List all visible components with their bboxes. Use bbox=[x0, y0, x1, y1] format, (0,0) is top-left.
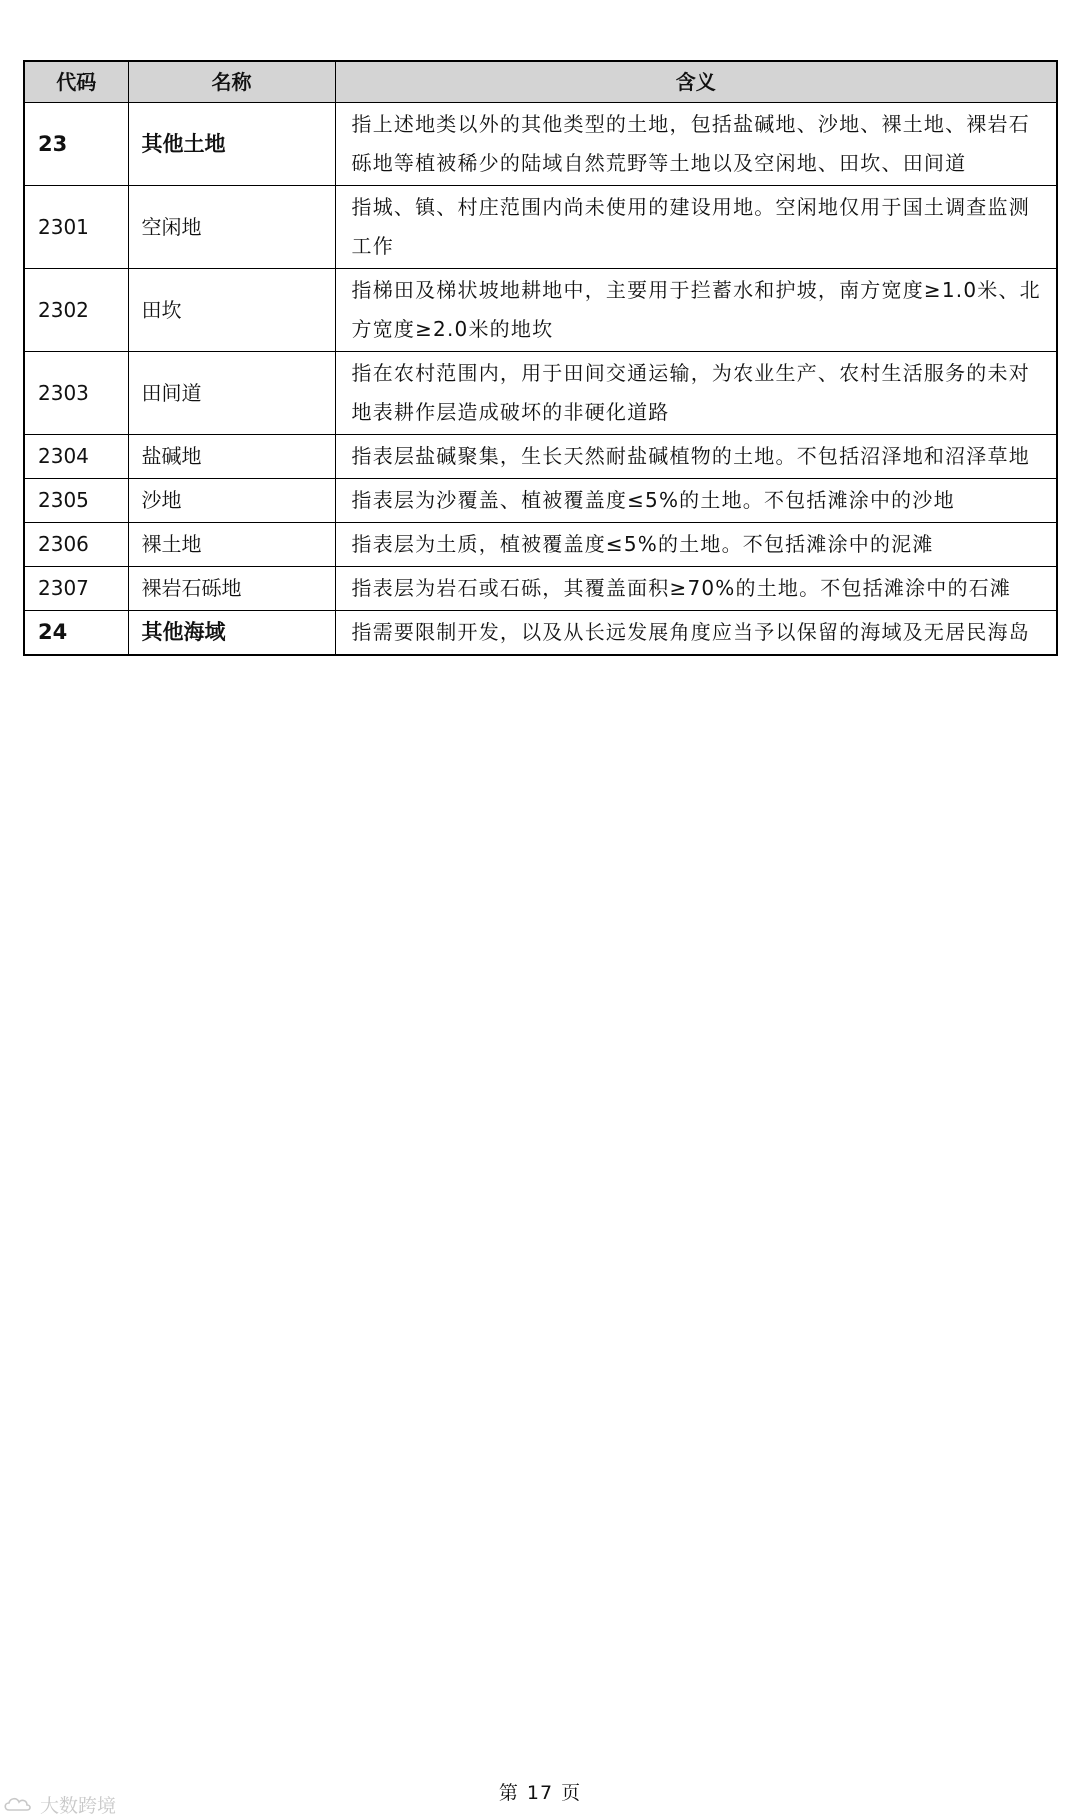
cell-code: 2305 bbox=[24, 479, 128, 523]
land-classification-table bbox=[23, 60, 1058, 656]
watermark bbox=[2, 1793, 116, 1815]
cell-name: 其他土地 bbox=[128, 103, 335, 186]
cell-name: 沙地 bbox=[128, 479, 335, 523]
page-number-value: 17 bbox=[526, 1782, 554, 1804]
cell-name: 田坎 bbox=[128, 269, 335, 352]
cloud-logo-icon bbox=[2, 1794, 34, 1814]
table-row bbox=[24, 352, 1057, 435]
cell-code: 23 bbox=[24, 103, 128, 186]
cell-name: 空闲地 bbox=[128, 186, 335, 269]
cell-meaning: 指表层盐碱聚集，生长天然耐盐碱植物的土地。不包括沼泽地和沼泽草地 bbox=[335, 435, 1057, 479]
table-row bbox=[24, 523, 1057, 567]
page-suffix: 页 bbox=[561, 1782, 582, 1804]
cell-code: 2301 bbox=[24, 186, 128, 269]
page-number bbox=[0, 1778, 1080, 1805]
cell-meaning: 指表层为岩石或石砾，其覆盖面积≥70%的土地。不包括滩涂中的石滩 bbox=[335, 567, 1057, 611]
cell-name: 其他海域 bbox=[128, 611, 335, 656]
cell-code: 2306 bbox=[24, 523, 128, 567]
cell-code: 2304 bbox=[24, 435, 128, 479]
cell-code: 24 bbox=[24, 611, 128, 656]
page-prefix: 第 bbox=[498, 1782, 519, 1804]
table-row bbox=[24, 435, 1057, 479]
cell-meaning: 指需要限制开发，以及从长远发展角度应当予以保留的海域及无居民海岛 bbox=[335, 611, 1057, 656]
table-row bbox=[24, 479, 1057, 523]
watermark-text: 大数跨境 bbox=[40, 1794, 117, 1817]
header-code: 代码 bbox=[24, 61, 128, 103]
cell-name: 田间道 bbox=[128, 352, 335, 435]
cell-meaning: 指梯田及梯状坡地耕地中，主要用于拦蓄水和护坡，南方宽度≥1.0米、北方宽度≥2.0米的地坎 bbox=[335, 269, 1057, 352]
cell-meaning: 指城、镇、村庄范围内尚未使用的建设用地。空闲地仅用于国土调查监测工作 bbox=[335, 186, 1057, 269]
cell-name: 盐碱地 bbox=[128, 435, 335, 479]
table-row bbox=[24, 567, 1057, 611]
header-name: 名称 bbox=[128, 61, 335, 103]
table-row bbox=[24, 269, 1057, 352]
cell-meaning: 指上述地类以外的其他类型的土地，包括盐碱地、沙地、裸土地、裸岩石砾地等植被稀少的陆域自然荒野等土地以及空闲地、田坎、田间道 bbox=[335, 103, 1057, 186]
cell-code: 2307 bbox=[24, 567, 128, 611]
cell-meaning: 指表层为沙覆盖、植被覆盖度≤5%的土地。不包括滩涂中的沙地 bbox=[335, 479, 1057, 523]
table-row bbox=[24, 186, 1057, 269]
table-header-row bbox=[24, 61, 1057, 103]
table-row bbox=[24, 103, 1057, 186]
cell-code: 2302 bbox=[24, 269, 128, 352]
table-row bbox=[24, 611, 1057, 656]
cell-meaning: 指在农村范围内，用于田间交通运输，为农业生产、农村生活服务的未对地表耕作层造成破坏的非硬化道路 bbox=[335, 352, 1057, 435]
cell-name: 裸土地 bbox=[128, 523, 335, 567]
cell-meaning: 指表层为土质，植被覆盖度≤5%的土地。不包括滩涂中的泥滩 bbox=[335, 523, 1057, 567]
header-meaning: 含义 bbox=[335, 61, 1057, 103]
cell-code: 2303 bbox=[24, 352, 128, 435]
cell-name: 裸岩石砾地 bbox=[128, 567, 335, 611]
